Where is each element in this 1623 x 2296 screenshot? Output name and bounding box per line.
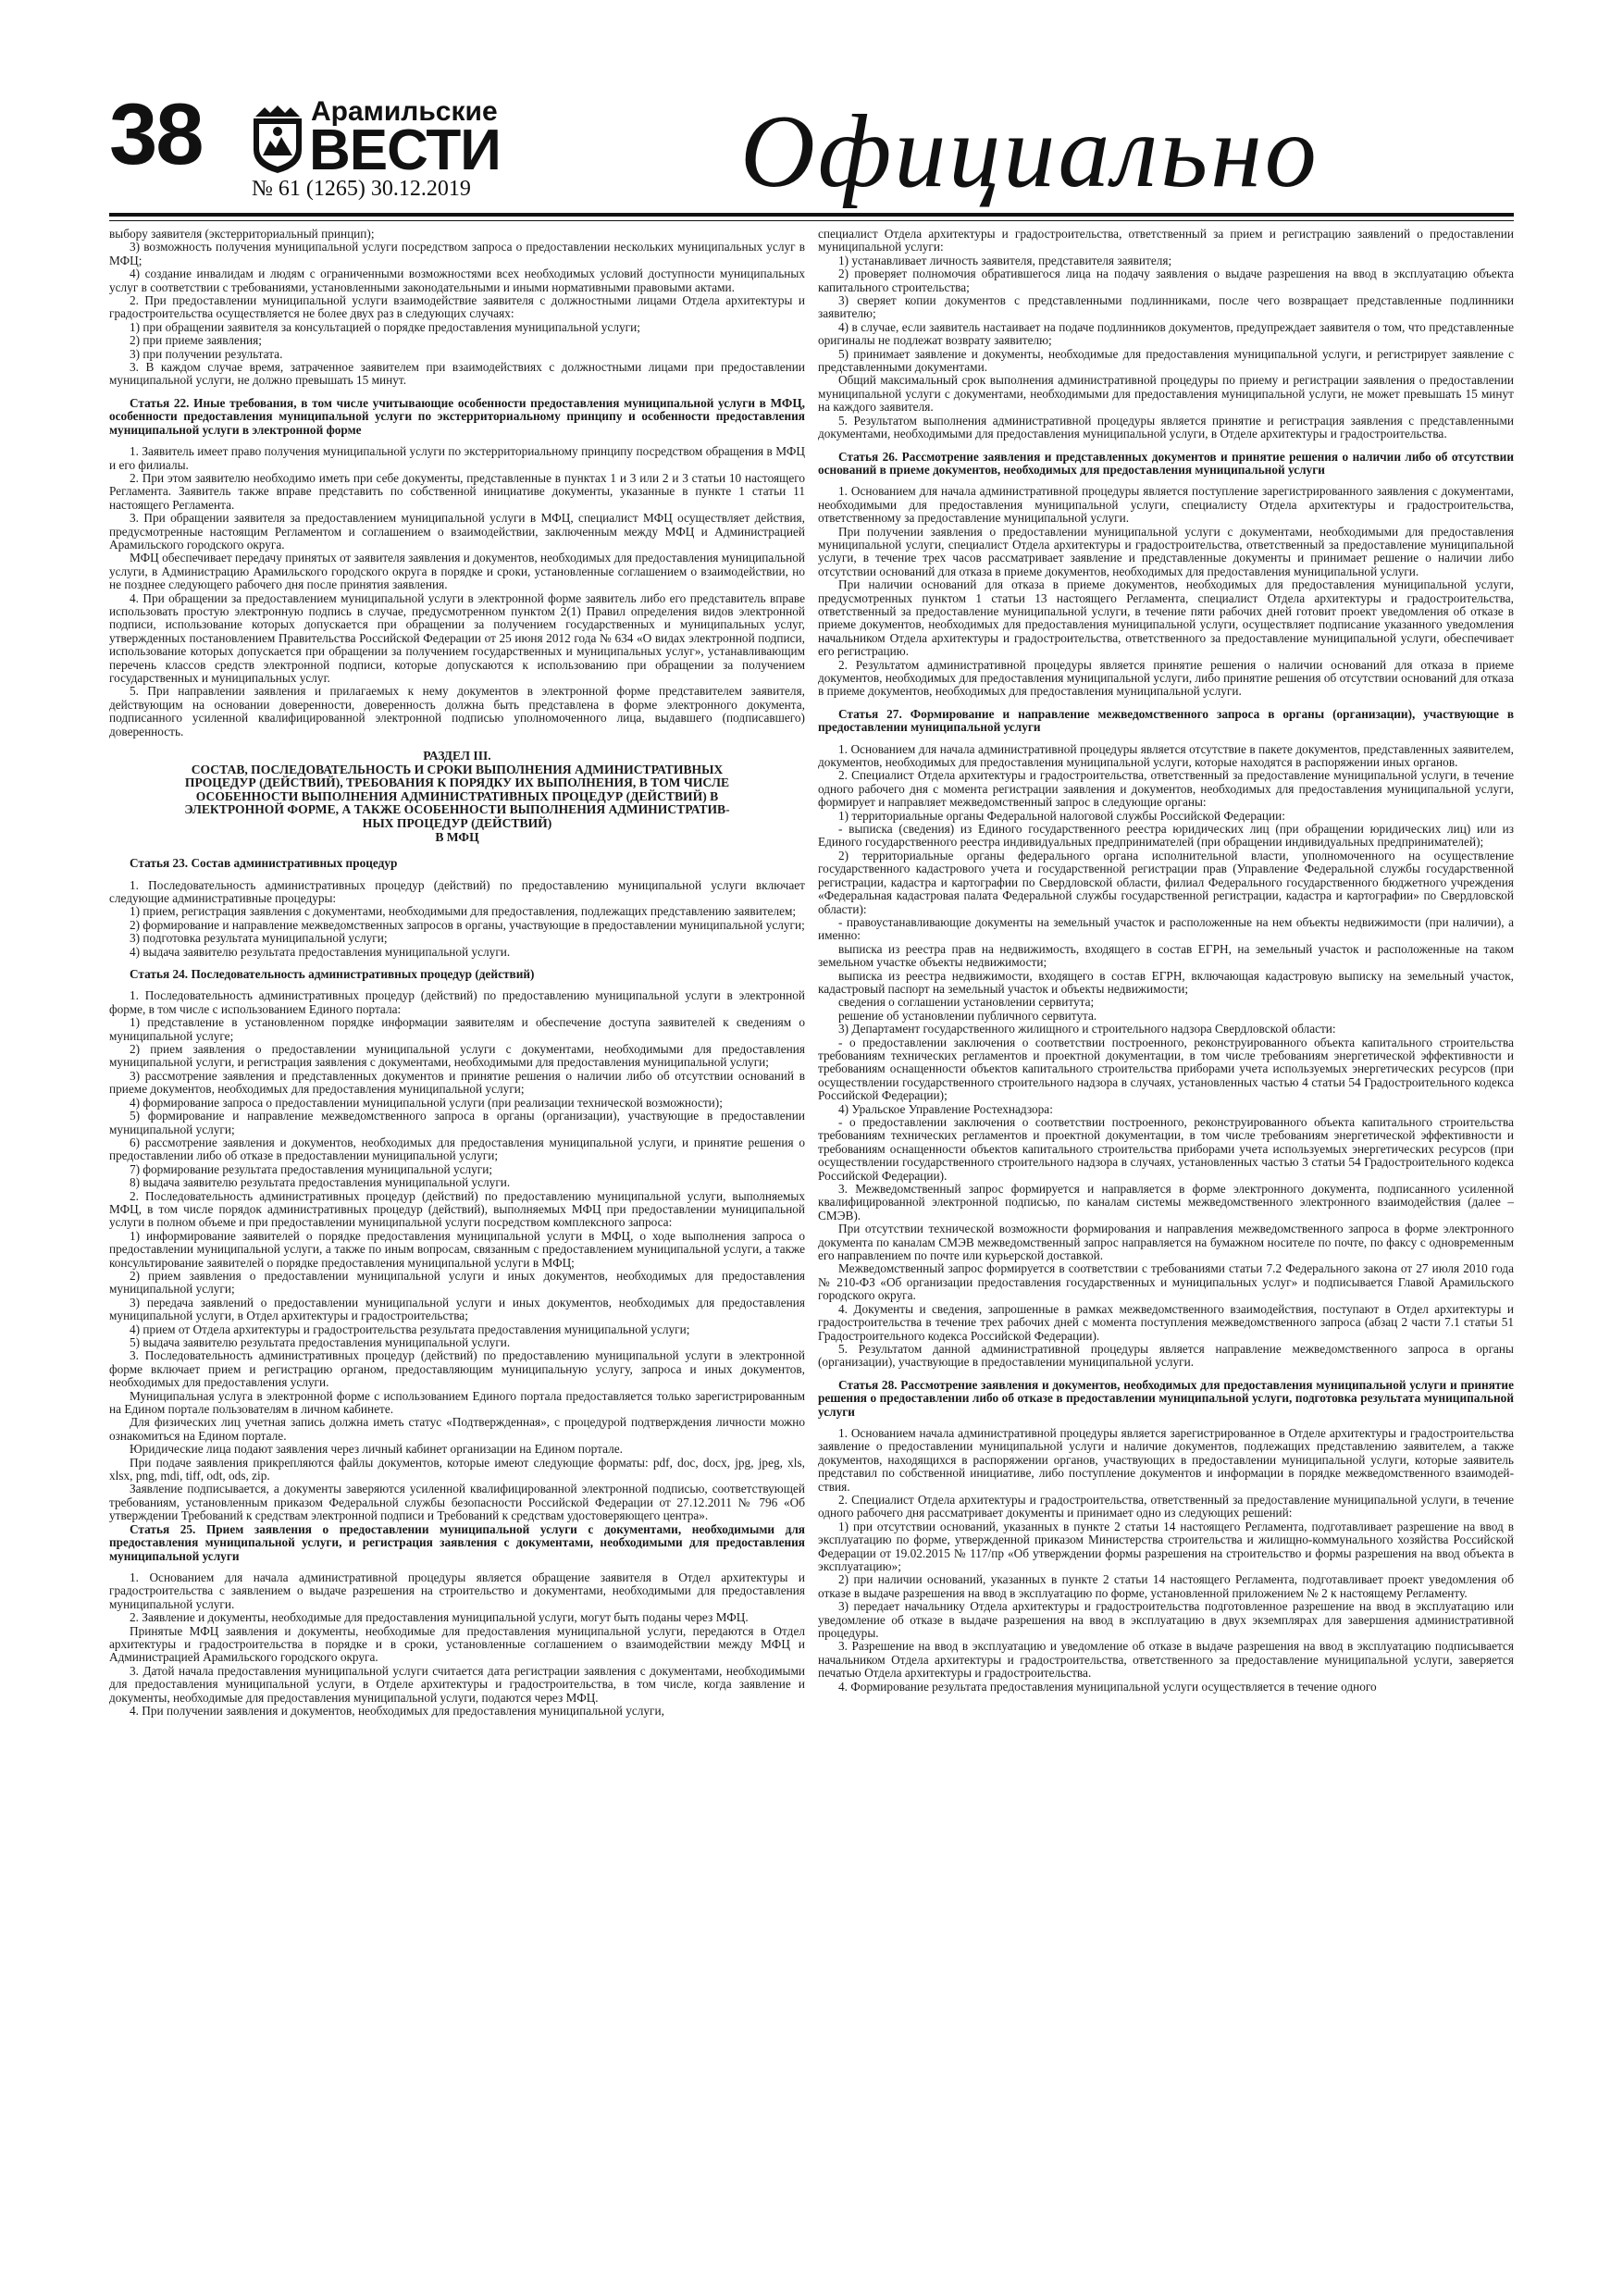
paragraph: 5) формирование и направление межведомственного запроса в органы (организации), участвующие в предоставлении муниципальной услуги; <box>109 1109 805 1136</box>
paragraph: выписка из реестра прав на недвижимость, входящего в состав ЕГРН, на земельный участок и расположенные на таком земельном участке объекты недвижимости; <box>818 941 1514 970</box>
section-heading-line: ОСОБЕННОСТИ ВЫПОЛНЕНИЯ АДМИНИСТРАТИВНЫХ ПРОЦЕДУР (ДЕЙСТВИЙ) В <box>195 788 719 803</box>
paragraph: При подаче заявления прикрепляются файлы документов, которые имеют следующие форматы: pdf, doc, docx, jpg, jpeg, xls, xlsx, png, mdi, tiff, odt, ods, zip. <box>109 1455 805 1483</box>
paragraph: 1) представление в установленном порядке информации заявителям и обеспечение доступа заявителей к сведениям о муниципальной услуге; <box>109 1015 805 1043</box>
paragraph: Юридические лица подают заявления через личный кабинет организации на Едином портале. <box>130 1442 623 1457</box>
paragraph: 4. Формирование результата предоставления муниципальной услуги осуществляется в течение одного <box>838 1679 1377 1694</box>
paragraph: 5. Результатом выполнения административной процедуры является принятие и регистрация заявления с представленными документами, необходимыми для предоставления муниципальной услуги, в Отделе архитектуры и градостроительства. <box>818 413 1514 441</box>
paragraph: решение об установлении публичного сервитута. <box>838 1008 1097 1023</box>
paragraph: 8) выдача заявителю результата предоставления муниципальной услуги. <box>130 1175 511 1190</box>
paragraph: 2) прием заявления о предоставлении муниципальной услуги и иных документов, необходимых для предоставления муниципальной услуги; <box>109 1268 805 1297</box>
paragraph: 4. При получении заявления и документов, необходимых для предоставления муниципальной услуги, <box>130 1703 664 1718</box>
paragraph: 3. В каждом случае время, затраченное заявителем при взаимодействиях с должностными лицами при предоставлении муниципальной услуги, не должно превышать 15 минут. <box>109 360 805 388</box>
paragraph: Муниципальная услуга в электронной форме с использованием Единого портала предоставляется только зарегистрированным на Едином портале пользователям в личном кабинете. <box>109 1388 805 1417</box>
paragraph: 2) территориальные органы федерального органа исполнительной власти, уполномоченного на осуществление государственного кадастрового учета и государственной регистрации прав (Управление Федеральной службы государственной регистрации, кадастра и картографии по Свердловской области, филиал Федерального государственного бюджетного учреждения «Федеральная кадастровая палата Федеральной службы государственной регистрации, кадастра и картографии» по Свердловской области): <box>818 848 1514 916</box>
issue-info: № 61 (1265) 30.12.2019 <box>252 177 471 201</box>
paragraph: 3. Последовательность административных процедур (действий) по предоставлению муниципальной услуги в электронной форме включает прием и регистрацию органом, предоставляющим муниципальную услугу, запроса и иных документов, необходимых для предоставления услуги. <box>109 1348 805 1390</box>
paragraph: 5) выдача заявителю результата предоставления муниципальной услуги. <box>130 1335 511 1349</box>
paragraph: 4) в случае, если заявитель настаивает на подаче подлинников документов, предупреждает заявителя о том, что представленные оригиналы не подлежат возврату заявителю; <box>818 319 1514 348</box>
paragraph: 3) передача заявлений о предоставлении муниципальной услуги и иных документов, необходимых для предоставления муниципальной услуги, в Отдел архитектуры и градостроительства; <box>109 1295 805 1323</box>
paragraph: 5. Результатом данной административной процедуры является направление межведомственного запроса в органы (организации), участвующие в предоставлении муниципальной услуги. <box>818 1341 1514 1370</box>
paragraph: 2) прием заявления о предоставлении муниципальной услуги с документами, необходимыми для предоставления муниципальной услуги, и регистрация заявления с документами, необходимыми для предоставления муниципальной услуги; <box>109 1042 805 1070</box>
paragraph: 1. Основанием для начала административной процедуры является обращение заявителя в Отдел архитектуры и градостроительства с заявлением о выдаче разрешения на строительство и документами, необходимыми для предоставления муниципальной услуги. <box>109 1570 805 1611</box>
paragraph: 3) возможность получения муниципальной услуги посредством запроса о предоставлении нескольких муниципальных услуг в МФЦ; <box>109 240 805 267</box>
paragraph: 1. Основанием для начала административной процедуры является отсутствие в пакете документов, представленных заявителем, документов, необходимых для предоставления муниципальной услуги, которые находятся в распоряжении иных органов. <box>818 741 1514 770</box>
paragraph: специалист Отдела архитектуры и градостроительства, ответственный за прием и регистрацию заявлений о предоставлении муниципальной услуги: <box>818 228 1514 254</box>
paragraph: 1) информирование заявителей о порядке предоставления муниципальной услуги в МФЦ, о ходе выполнения запроса о предоставлении муниципальной услуги, а также по иным вопросам, связанным с предоставлением муниципальной услуги, а также консультирование заявителей о порядке предоставления муниципальной услуги в МФЦ; <box>109 1228 805 1270</box>
paragraph: 1) устанавливает личность заявителя, представителя заявителя; <box>838 253 1172 267</box>
article-heading: Статья 27. Формирование и направление межведомственного запроса в органы (организации), участвующие в предоставлении муниципальной услуги <box>818 706 1514 735</box>
section-heading-line: СОСТАВ, ПОСЛЕДОВАТЕЛЬНОСТЬ И СРОКИ ВЫПОЛНЕНИЯ АДМИНИСТРАТИВНЫХ <box>191 762 724 776</box>
paragraph: сведения о соглашении установлении сервитута; <box>838 995 1095 1010</box>
paragraph: 3. При обращении заявителя за предоставлением муниципальной услуги в МФЦ, специалист МФЦ осуществляет действия, предусмотренные настоящим Регламентом и соглашением о взаимодействии, заключенным между МФЦ и Администрацией Арамильского городского округа. <box>109 511 805 552</box>
header-rule-thin <box>109 220 1514 221</box>
paragraph: 2) при приеме заявления; <box>130 333 262 348</box>
section-heading-line: РАЗДЕЛ III. <box>423 749 491 763</box>
section-heading-line: ПРОЦЕДУР (ДЕЙСТВИЙ), ТРЕБОВАНИЯ К ПОРЯДКУ ИХ ВЫПОЛНЕНИЯ, В ТОМ ЧИСЛЕ <box>184 776 730 790</box>
article-heading: Статья 24. Последовательность административных процедур (действий) <box>130 967 535 982</box>
paragraph: Заявление подписывается, а документы заверяются усиленной квалифицированной электронной подписью, соответствующей требованиям, установленным приказом Федеральной службы безопасности Российской Федерации от 27.12.2011 № 796 «Об утверждении Требований к средствам электронной подписи и Требований к средствам удостоверяющего центра». <box>109 1482 805 1523</box>
paragraph: 3) сверяет копии документов с представленными подлинниками, после чего возвращает представленные подлинники заявителю; <box>818 293 1514 321</box>
paragraph: 2. При предоставлении муниципальной услуги взаимодействие заявителя с должностными лицами Отдела архитектуры и градостроительства осуществляется не более двух раз в следующих случаях: <box>109 293 805 321</box>
paragraph: - о предоставлении заключения о соответствии построенного, реконструированного объекта капитального строительства требованиям технических регламентов и проектной документации, в том числе требованиям энергетической эффективности и требованиям оснащенности объектов капитального строительства приборами учета используемых энергетических ресурсов (при осуществлении государственного строительного надзора в случаях, установленных частью 3 статьи 54 Градостроительного кодекса Российской Федерации). <box>818 1115 1514 1183</box>
paragraph: МФЦ обеспечивает передачу принятых от заявителя заявления и документов, необходимых для предоставления муниципальной услуги, в Администрацию Арамильского городского округа в порядке и сроки, установленные соглашением о взаимодействии, но не позднее следующего рабочего дня после принятия заявления. <box>109 551 805 592</box>
paragraph: 3. Межведомственный запрос формируется и направляется в форме электронного документа, подписанного усиленной квалифицированной электронной подписью, по каналам системы межведомственного электронного взаимодействия (далее – СМЭВ). <box>818 1182 1514 1222</box>
paragraph: Межведомственный запрос формируется в соответствии с требованиями статьи 7.2 Федерального закона от 27 июля 2010 года № 210-ФЗ «Об организации предоставления государственных и муниципальных услуг» и подписывается Главой Арамильского городского округа. <box>818 1261 1514 1303</box>
paragraph: 4. Документы и сведения, запрошенные в рамках межведомственного взаимодействия, поступают в Отдел архитектуры и градостроительства в течение трех рабочих дней с момента поступления межведомственного запроса (абзац 2 части 7.1 статьи 51 Градостроительного кодекса Российской Федерации). <box>818 1301 1514 1343</box>
paragraph: 2) проверяет полномочия обратившегося лица на подачу заявления о выдаче разрешения на ввод в эксплуатацию объекта капитального строительства; <box>818 267 1514 294</box>
paragraph: 5) принимает заявление и документы, необходимые для предоставления муниципальной услуги, и регистрирует заявление с представленными документами. <box>818 346 1514 375</box>
paragraph: выбору заявителя (экстерриториальный принцип); <box>109 228 375 241</box>
paragraph: 1. Заявитель имеет право получения муниципальной услуги по экстерриториальному принципу посредством обращения в МФЦ и его филиалы. <box>109 444 805 472</box>
paragraph: 2. Последовательность административных процедур (действий) по предоставлению муниципальной услуги, выполняемых МФЦ, в том числе порядок административных процедур (действий), выполняемых МФЦ при предоставлении муниципальной услуги в полном объеме и при предоставлении муниципальной услуги посредством комплексного запроса: <box>109 1188 805 1230</box>
article-heading: Статья 26. Рассмотрение заявления и представленных документов и принятие решения о наличии либо об отсутствии оснований в приеме документов, необходимых для предоставления муниципальной услуги <box>818 449 1514 477</box>
paragraph: Для физических лиц учетная запись должна иметь статус «Подтвержденная», с процедурой подтверждения личности можно ознакомиться на Едином портале. <box>109 1415 805 1443</box>
paragraph: 2. Заявление и документы, необходимые для предоставления муниципальной услуги, могут быть поданы через МФЦ. <box>130 1610 749 1625</box>
paragraph: 2) при наличии оснований, указанных в пункте 2 статьи 14 настоящего Регламента, подготавливает проект уведомления об отказе в выдаче разрешения на ввод в эксплуатацию по форме, установленной приложением № 2 к настоящему Регламенту. <box>818 1572 1514 1600</box>
paragraph: При отсутствии технической возможности формирования и направления межведомственного запроса в форме электронного документа по каналам СМЭВ межведомственный запрос направляется на бумажном носителе по почте, по факсу с одновременным его направлением по почте или курьерской доставкой. <box>818 1222 1514 1263</box>
paragraph: 1) прием, регистрация заявления с документами, необходимыми для предоставления, подлежащих представлению заявителем; <box>130 904 797 919</box>
coat-of-arms-icon <box>250 104 305 174</box>
paragraph: 4) формирование запроса о предоставлении муниципальной услуги (при реализации технической возможности); <box>130 1095 723 1110</box>
paragraph: 1) территориальные органы Федеральной налоговой службы Российской Федерации: <box>838 808 1285 823</box>
paragraph: 3) подготовка результата муниципальной услуги; <box>130 931 388 946</box>
paragraph: 2. Специалист Отдела архитектуры и градостроительства, ответственный за предоставление муниципальной услуги, в течение одного рабочего дня рассматривает документы и принимает одно из следующих решений: <box>818 1492 1514 1520</box>
paragraph: 2) формирование и направление межведомственных запросов в органы, участвующие в предоставлении муниципальной услуги; <box>130 917 805 932</box>
article-heading: Статья 28. Рассмотрение заявления и документов, необходимых для предоставления муниципальной услуги и принятие решения о предоставлении либо об отказе в предоставлении муниципальной услуги, подготовка результата муниципальной услуги <box>818 1377 1514 1419</box>
page-number: 38 <box>109 85 203 182</box>
paragraph: 2. При этом заявителю необходимо иметь при себе документы, представленные в пунктах 1 и 3 или 2 и 3 статьи 10 настоящего Регламента. Заявитель также вправе представить по собственной инициативе документы, указанные в пункте 1 статьи 11 настоящего Регламента. <box>109 470 805 512</box>
paragraph: - о предоставлении заключения о соответствии построенного, реконструированного объекта капитального строительства требованиям технических регламентов и проектной документации, в том числе требованиям энергетической эффективности и требованиям оснащенности объектов капитального строительства приборами учета используемых энергетических ресурсов (при осуществлении государственного строительного надзора в случаях, установленных частью 4 статьи 54 Градостроительного кодекса Российской Федерации); <box>818 1035 1514 1103</box>
paragraph: - правоустанавливающие документы на земельный участок и расположенные на нем объекты недвижимости (при наличии), а именно: <box>818 914 1514 943</box>
paragraph: Принятые МФЦ заявления и документы, необходимые для предоставления муниципальной услуги, передаются в Отдел архитектуры и градостроительства в порядке и в сроки, установленные соглашением о взаимодействии между МФЦ и Администрацией Арамильского городского округа. <box>109 1623 805 1665</box>
paragraph: 3) Департамент государственного жилищного и строительного надзора Свердловской области: <box>838 1022 1336 1036</box>
section-heading-line: В МФЦ <box>435 829 479 844</box>
section-heading <box>109 750 805 844</box>
paragraph: 1. Последовательность административных процедур (действий) по предоставлению муниципальной услуги в электронной форме, в том числе с использованием Единого портала: <box>109 988 805 1016</box>
paragraph: - выписка (сведения) из Единого государственного реестра юридических лиц (при обращении юридических лиц) или из Единого государственного реестра индивидуальных предпринимателей (при обращении индивидуальных предпринимателей); <box>818 822 1514 850</box>
paragraph: 1. Основанием для начала административной процедуры является поступление зарегистрированного заявления с документами, необходимыми для предоставления муниципальной услуги, специалисту Отдела архитектуры и градостроительства, ответственному за предоставление муниципальной услуги. <box>818 484 1514 526</box>
paragraph: 5. При направлении заявления и прилагаемых к нему документов в электронной форме представителем заявителя, действующим на основании доверенности, доверенность должна быть представлена в форме электронного документа, подписанного усиленной квалифицированной электронной подписью уполномоченного лица, выдавшего (подписавшего) доверенность. <box>109 684 805 738</box>
paragraph: 2. Результатом административной процедуры является принятие решения о наличии оснований для отказа в приеме документов, необходимых для предоставления муниципальной услуги, либо принятие решения об отсутствии оснований для отказа в приеме документов, необходимых для предоставления муниципальной услуги. <box>818 657 1514 699</box>
brand-title: ВЕСТИ <box>309 118 501 182</box>
section-title: Официально <box>740 94 1319 209</box>
paragraph: 4. При обращении за предоставлением муниципальной услуги в электронной форме заявитель либо его представитель вправе использовать простую электронную подпись в случае, предусмотренном пунктом 2(1) Правил определения видов электронной подписи, использование которых допускается при обращении за получением государственных и муниципальных услуг, утвержденных постановлением Правительства Российской Федерации от 25 июня 2012 года № 634 «О видах электронной подписи, использование которых допускается при обращении за получением государственных и муниципальных услуг», устанавливающим перечень классов средств электронной подписи, которые допускаются к использованию при обращении за получением государственных и муниципальных услуг. <box>109 590 805 685</box>
paragraph: 3) передает начальнику Отдела архитектуры и градостроительства подготовленное разрешение на ввод в эксплуатацию или уведомление об отказе в выдаче разрешения на ввод в эксплуатацию в двух экземплярах для завершения административной процедуры. <box>818 1599 1514 1641</box>
paragraph: 1) при отсутствии оснований, указанных в пункте 2 статьи 14 настоящего Регламента, подготавливает разрешение на ввод в эксплуатацию по форме, утвержденной приказом Министерства строительства и жилищно-коммунального хозяйства Российской Федерации от 19.02.2015 № 117/пр «Об утверждении формы разрешения на строительство и формы разрешения на ввод объекта в эксплуатацию»; <box>818 1519 1514 1573</box>
paragraph: выписка из реестра недвижимости, входящего в состав ЕГРН, включающая кадастровую выписку на земельный участок, кадастровый паспорт на земельный участок и объекты недвижимости; <box>818 968 1514 996</box>
paragraph: 4) Уральское Управление Ростехнадзора: <box>838 1101 1053 1116</box>
paragraph: 3. Разрешение на ввод в эксплуатацию и уведомление об отказе в выдаче разрешения на ввод в эксплуатацию подписывается начальником Отдела архитектуры и градостроительства, ответственного за предоставление муниципальной услуги, заверяется печатью Отдела архитектуры и градостроительства. <box>818 1639 1514 1681</box>
paragraph: 3) при получении результата. <box>130 346 283 361</box>
paragraph: 1. Основанием начала административной процедуры является зарегистрированное в Отделе архитектуры и градостроительства заявление о предоставлении муниципальной услуги и наличие документов, подлежащих представлению заявителем, а также документов, находящихся в распоряжении органов, участвующих в предоставлении муниципальной услуги, которые заявитель представил по собственной инициативе, либо поступление документов и информации в порядке межведомственного взаимодействия. <box>818 1425 1514 1494</box>
paragraph: 4) прием от Отдела архитектуры и градостроительства результата предоставления муниципальной услуги; <box>130 1322 690 1336</box>
brand-subtitle: Арамильские <box>311 96 498 127</box>
paragraph: 7) формирование результата предоставления муниципальной услуги; <box>130 1161 493 1176</box>
left-column <box>109 228 805 2264</box>
article-heading: Статья 25. Прием заявления о предоставлении муниципальной услуги с документами, необходимыми для предоставления муниципальной услуги, и регистрация заявления с документами, необходимыми для предоставления муниципальной услуги <box>109 1521 805 1563</box>
paragraph: 4) выдача заявителю результата предоставления муниципальной услуги. <box>130 944 511 959</box>
paragraph: Общий максимальный срок выполнения административной процедуры по приему и регистрации заявления о предоставлении муниципальной услуги с документами, необходимыми для предоставления муниципальной услуги, не может превышать 15 минут на каждого заявителя. <box>818 373 1514 415</box>
article-heading: Статья 22. Иные требования, в том числе учитывающие особенности предоставления муниципальной услуги в МФЦ, особенности предоставления муниципальной услуги по экстерриториальному принципу и особенности предоставления муниципальной услуги в электронной форме <box>109 395 805 437</box>
paragraph: 1) при обращении заявителя за консультацией о порядке предоставления муниципальной услуги; <box>130 319 640 334</box>
section-heading-line: НЫХ ПРОЦЕДУР (ДЕЙСТВИЙ) <box>362 816 552 830</box>
header-rule <box>109 213 1514 217</box>
article-heading: Статья 23. Состав административных процедур <box>130 856 398 871</box>
paragraph: 2. Специалист Отдела архитектуры и градостроительства, ответственный за предоставление муниципальной услуги, в течение одного рабочего дня с момента регистрации заявления и документов, необходимых для предоставления муниципальной услуги, формирует и направляет межведомственный запрос в следующие органы: <box>818 768 1514 810</box>
paragraph: 1. Последовательность административных процедур (действий) по предоставлению муниципальной услуги включает следующие административные процедуры: <box>109 877 805 905</box>
paragraph: 4) создание инвалидам и людям с ограниченными возможностями всех необходимых условий доступности муниципальных услуг в соответствии с требованиями, установленными законодательными и иными нормативными правовыми актами. <box>109 267 805 294</box>
paragraph: При наличии оснований для отказа в приеме документов, необходимых для предоставления муниципальной услуги, предусмотренных пунктом 1 статьи 13 настоящего Регламента, специалист Отдела архитектуры и градостроительства, ответственный за предоставление муниципальной услуги, в течение пяти рабочих дней готовит проект уведомления об отказе в приеме документов, необходимых для предоставления муниципальной услуги, осуществляет подписание указанного уведомления начальником Отдела архитектуры и градостроительства, ответственного за предоставление муниципальной услуги, обеспечивает его регистрацию. <box>818 577 1514 659</box>
page-header <box>0 0 1623 213</box>
right-column <box>818 228 1514 2264</box>
paragraph: 3. Датой начала предоставления муниципальной услуги считается дата регистрации заявления с документами, необходимыми для предоставления муниципальной услуги, в Отделе архитектуры и градостроительства, в том числе, когда заявление и документы, необходимые для предоставления муниципальной услуги, подаются через МФЦ. <box>109 1663 805 1705</box>
section-heading-line: ЭЛЕКТРОННОЙ ФОРМЕ, А ТАКЖЕ ОСОБЕННОСТИ ВЫПОЛНЕНИЯ АДМИНИСТРАТИВ- <box>184 802 730 817</box>
paragraph: 6) рассмотрение заявления и документов, необходимых для предоставления муниципальной услуги, и принятие решения о предоставлении либо об отказе в предоставлении муниципальной услуги; <box>109 1135 805 1163</box>
paragraph: 3) рассмотрение заявления и представленных документов и принятие решения о наличии либо об отсутствии оснований в приеме документов, необходимых для предоставления муниципальной услуги; <box>109 1068 805 1097</box>
paragraph: При получении заявления о предоставлении муниципальной услуги с документами, необходимыми для предоставления муниципальной услуги, специалист Отдела архитектуры и градостроительства, ответственный за предоставление муниципальной услуги, в течение трех часов рассматривает заявление и представленные документы и принимает решение о наличии либо отсутствии оснований для отказа в приеме документов, необходимых для предоставления муниципальной услуги. <box>818 524 1514 578</box>
